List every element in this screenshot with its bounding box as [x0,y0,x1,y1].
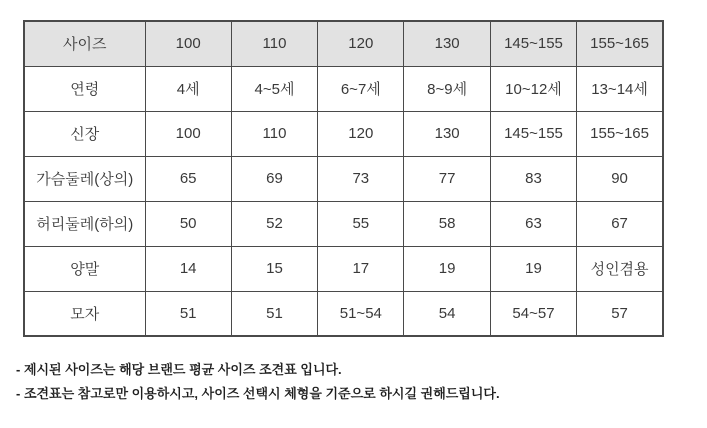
table-cell: 13~14세 [577,66,663,111]
table-cell: 4~5세 [231,66,317,111]
table-row-age [24,66,663,111]
row-label: 신장 [24,111,145,156]
table-row-chest [24,156,663,201]
header-cell-size: 130 [404,21,490,66]
table-cell: 57 [577,291,663,336]
table-cell: 50 [145,201,231,246]
table-row-waist [24,201,663,246]
table-cell: 69 [231,156,317,201]
table-cell: 4세 [145,66,231,111]
table-row-height [24,111,663,156]
header-cell-size: 155~165 [577,21,663,66]
table-cell: 15 [231,246,317,291]
table-cell: 10~12세 [490,66,576,111]
table-cell: 120 [318,111,404,156]
table-cell: 8~9세 [404,66,490,111]
table-cell: 83 [490,156,576,201]
table-cell: 73 [318,156,404,201]
table-cell: 52 [231,201,317,246]
header-cell-size: 100 [145,21,231,66]
size-chart-table [23,20,664,337]
row-label: 연령 [24,66,145,111]
table-header-row [24,21,663,66]
table-cell: 110 [231,111,317,156]
header-cell-size-label: 사이즈 [24,21,145,66]
table-cell: 67 [577,201,663,246]
table-cell: 65 [145,156,231,201]
table-cell: 145~155 [490,111,576,156]
table-cell: 77 [404,156,490,201]
row-label: 허리둘레(하의) [24,201,145,246]
table-cell: 63 [490,201,576,246]
table-cell: 54 [404,291,490,336]
row-label: 양말 [24,246,145,291]
table-cell: 54~57 [490,291,576,336]
table-cell: 55 [318,201,404,246]
table-cell: 155~165 [577,111,663,156]
table-row-hat [24,291,663,336]
row-label: 가슴둘레(상의) [24,156,145,201]
header-cell-size: 145~155 [490,21,576,66]
table-cell: 51~54 [318,291,404,336]
table-cell: 17 [318,246,404,291]
footnote-line: - 조견표는 참고로만 이용하시고, 사이즈 선택시 체형을 기준으로 하시길 권해드립니다. [16,386,500,401]
footnotes [16,358,696,406]
header-cell-size: 120 [318,21,404,66]
footnote-line: - 제시된 사이즈는 해당 브랜드 평균 사이즈 조견표 입니다. [16,362,342,377]
table-cell: 19 [404,246,490,291]
table-cell: 58 [404,201,490,246]
table-row-socks [24,246,663,291]
table-cell: 51 [231,291,317,336]
table-cell: 19 [490,246,576,291]
table-cell: 성인겸용 [577,246,663,291]
header-cell-size: 110 [231,21,317,66]
table-cell: 90 [577,156,663,201]
table-cell: 6~7세 [318,66,404,111]
table-cell: 51 [145,291,231,336]
table-cell: 100 [145,111,231,156]
table-cell: 130 [404,111,490,156]
table-cell: 14 [145,246,231,291]
row-label: 모자 [24,291,145,336]
